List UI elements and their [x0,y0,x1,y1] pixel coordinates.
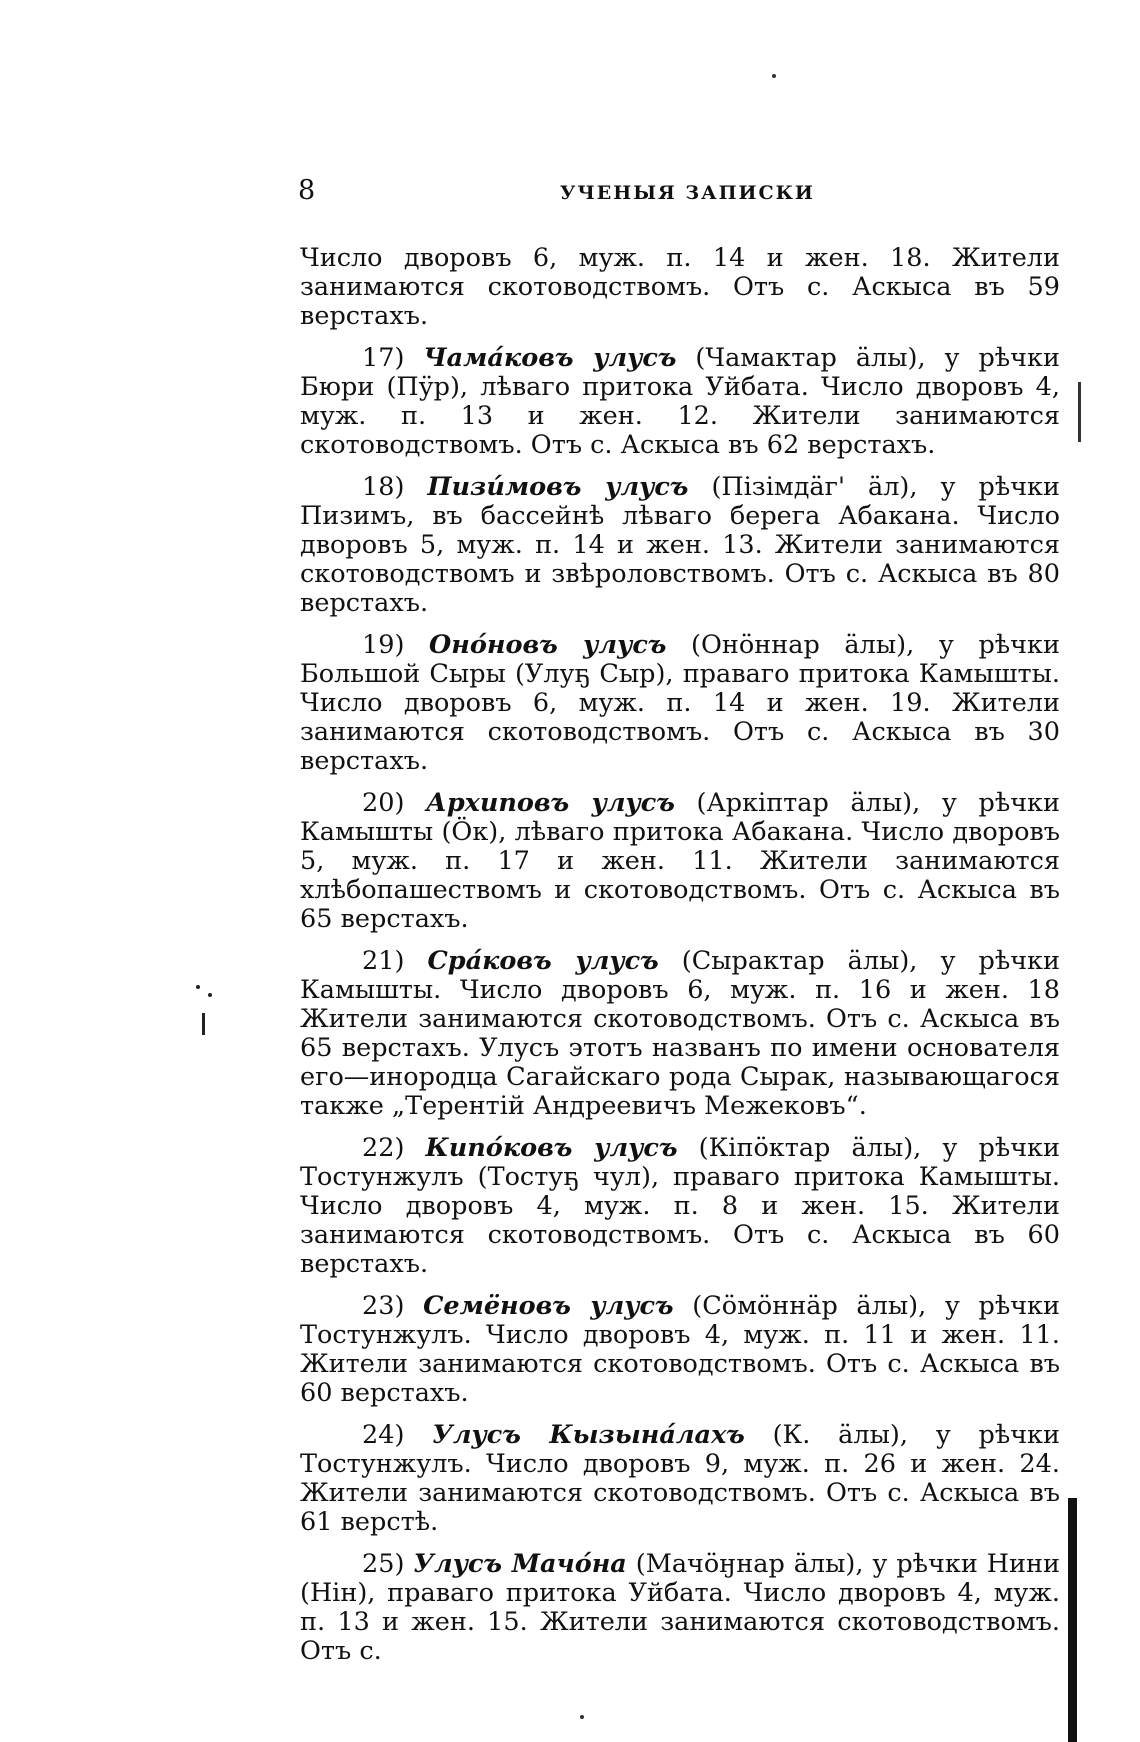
paragraph-entry-24 [300,1421,1060,1537]
paragraph-entry-21 [300,947,1060,1121]
paragraph-text: Число дворовъ 6, муж. п. 14 и жен. 18. Жители занимаются скотоводствомъ. Отъ с. Аскыса въ 59 верстахъ. [300,243,1060,331]
entry-number: 21) [362,946,428,976]
margin-dot [208,993,212,997]
settlement-name: Улусъ Мачо́на [413,1549,627,1579]
settlement-name: Улусъ Кызына́лахъ [432,1420,745,1450]
paragraph-text: (Аркіптар ӓлы), у рѣчки Камышты (Ӧк), лѣваго притока Абакана. Число дворовъ 5, муж. п. 17 и жен. 11. Жители занимаются хлѣбопашествомъ и скотоводствомъ. Отъ с. Аскыса въ 65 верстахъ. [300,788,1060,934]
paragraph-entry-17 [300,344,1060,460]
margin-bar [202,1013,205,1035]
paragraph-text: (Онӧннар ӓлы), у рѣчки Большой Сыры (Улуҕ Сыр), праваго притока Камышты. Число дворовъ 6, муж. п. 14 и жен. 19. Жители занимаются скотоводствомъ. Отъ с. Аскыса въ 30 верстахъ. [300,630,1060,776]
settlement-name: Сра́ковъ улусъ [427,946,659,976]
page-number: 8 [298,175,316,206]
entry-number: 18) [362,472,428,502]
scan-edge-shadow [1068,1498,1077,1742]
settlement-name: Оно́новъ улусъ [429,630,667,660]
paragraph-text: (Сӧмӧннӓр ӓлы), у рѣчки Тостунжулъ. Число дворовъ 4, муж. п. 11 и жен. 11. Жители занимаются скотоводствомъ. Отъ с. Аскыса въ 60 верстахъ. [300,1291,1060,1408]
settlement-name: Кипо́ковъ улусъ [425,1133,678,1163]
paragraph-text: (Чамактар ӓлы), у рѣчки Бюри (Пӱр), лѣваго притока Уйбата. Число дворовъ 4, муж. п. 13 и жен. 12. Жители занимаются скотоводствомъ. Отъ с. Аскыса въ 62 верстахъ. [300,343,1060,460]
settlement-name: Архиповъ улусъ [426,788,675,818]
entry-number: 23) [362,1291,424,1321]
entry-number: 17) [362,343,424,373]
paragraph-text: (К. ӓлы), у рѣчки Тостунжулъ. Число дворовъ 9, муж. п. 26 и жен. 24. Жители занимаются скотоводствомъ. Отъ с. Аскыса въ 61 верстѣ. [300,1420,1060,1537]
paragraph-continuation [300,244,1060,331]
scan-speck [580,1715,584,1719]
paragraph-text: (Пізімдӓг' ӓл), у рѣчки Пизимъ, въ бассейнѣ лѣваго берега Абакана. Число дворовъ 5, муж. п. 14 и жен. 13. Жители занимаются скотоводствомъ и звѣроловствомъ. Отъ с. Аскыса въ 80 верстахъ. [300,472,1060,618]
settlement-name: Пизи́мовъ улусъ [427,472,689,502]
paragraph-text: (Мачӧӈнар ӓлы), у рѣчки Нини (Нін), праваго притока Уйбата. Число дворовъ 4, муж. п. 13 и жен. 15. Жители занимаются скотоводствомъ. Отъ с. [300,1549,1060,1666]
margin-mark [194,985,214,1045]
paragraph-entry-19 [300,631,1060,776]
entry-number: 19) [362,630,430,660]
paragraph-text: (Кіпӧктар ӓлы), у рѣчки Тостунжулъ (Тостуҕ чул), праваго притока Камышты. Число дворовъ 4, муж. п. 8 и жен. 15. Жители занимаются скотоводствомъ. Отъ с. Аскыса въ 60 верстахъ. [300,1133,1060,1279]
entry-number: 22) [362,1133,426,1163]
settlement-name: Чама́ковъ улусъ [423,343,677,373]
text-column [300,244,1060,1679]
paragraph-entry-20 [300,789,1060,934]
running-head: УЧЕНЫЯ ЗАПИСКИ [560,182,815,204]
scan-speck [772,74,776,78]
margin-dot [196,985,200,989]
paragraph-entry-22 [300,1134,1060,1279]
paragraph-entry-23 [300,1292,1060,1408]
settlement-name: Семёновъ улусъ [423,1291,674,1321]
paragraph-text: (Сырактар ӓлы), у рѣчки Камышты. Число дворовъ 6, муж. п. 16 и жен. 18 Жители занимаются скотоводствомъ. Отъ с. Аскыса въ 65 верстахъ. Улусъ этотъ названъ по имени основателя его—инородца Сагайскаго рода Сырак, называющагося также „Терентій Андреевичъ Межековъ“. [300,946,1060,1121]
entry-number: 25) [362,1549,414,1579]
paragraph-entry-25 [300,1550,1060,1666]
paragraph-entry-18 [300,473,1060,618]
entry-number: 20) [362,788,427,818]
entry-number: 24) [362,1420,433,1450]
scan-rule [1078,382,1081,442]
